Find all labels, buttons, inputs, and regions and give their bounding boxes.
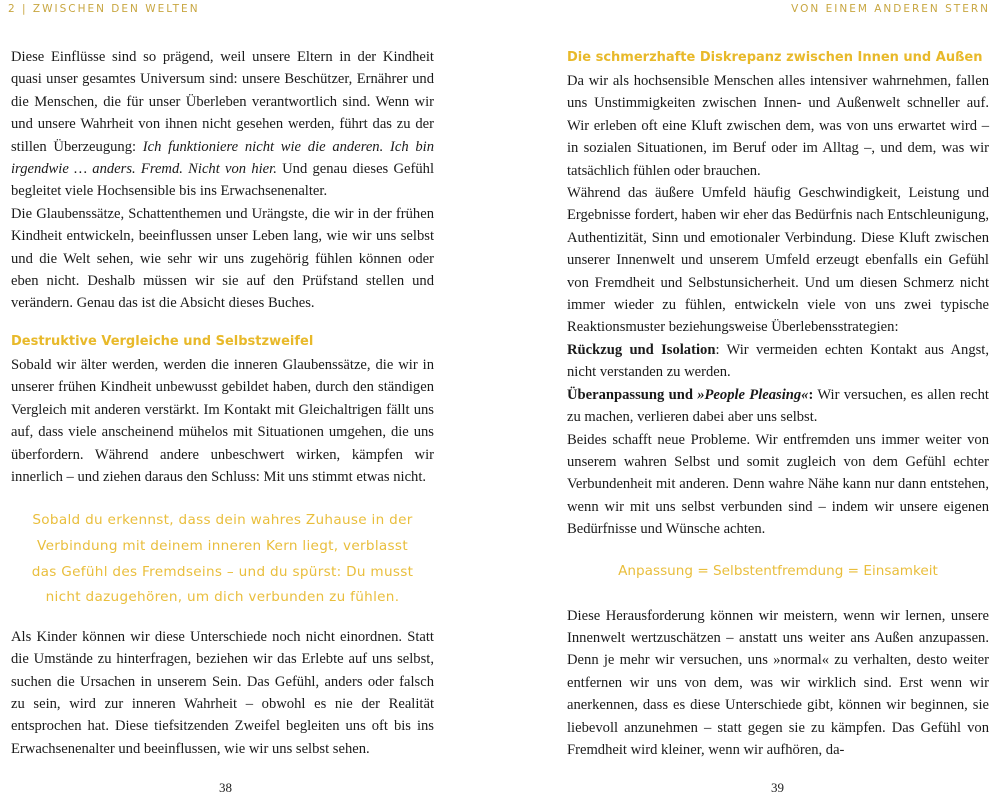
running-head-chapter-title: ZWISCHEN DEN WELTEN — [32, 3, 200, 15]
section-heading-right: Die schmerzhafte Diskrepanz zwischen Innen und Außen — [567, 50, 983, 65]
right-paragraph-2: Während das äußere Umfeld häufig Geschwindigkeit, Leistung und Ergebnisse fordert, haben wir eher das Bedürfnis nach Entschleunigung, Authentizität, Sinn und emotionaler Verbindung. Diese Kluft zwischen unserer Innenwelt und unserem Umfeld erzeugt ebenfalls ein Gefühl von Fremdheit und Selbstunsicherheit. Und um diesen Schmerz nicht immer wieder zu fühlen, entwickeln viele von uns zwei typische Reaktionsmuster beziehungsweise Überlebensstrategien: — [567, 185, 990, 336]
italic-quote: Ich funktioniere nicht wie die anderen. Ich bin irgendwie … anders. Fremd. Nicht von hier. — [11, 138, 434, 178]
running-head-chapter-number: 2 — [8, 3, 17, 15]
right-paragraph-3: Rückzug und Isolation: Wir vermeiden echten Kontakt aus Angst, nicht verstanden zu werden. — [567, 341, 989, 381]
right-paragraph-4: Überanpassung und »People Pleasing«: Wir versuchen, es allen recht zu machen, verlieren dabei aber uns selbst. — [567, 386, 989, 426]
left-paragraph-4: Als Kinder können wir diese Unterschiede noch nicht einordnen. Statt die Umstände zu hinterfragen, beziehen wir das Erlebte auf uns selbst, suchen die Ursachen in unserem Sein. Das Gefühl, anders oder falsch zu sein, wird zur inneren Wahrheit – obwohl es nie der Realität entsprochen hat. Diese tiefsitzenden Zweifel begleiten uns oft bis ins Erwachsenenalter und beeinflussen, wie wir uns selbst sehen. — [11, 628, 434, 757]
page-number-right: 39 — [771, 780, 784, 795]
right-paragraph-5: Beides schafft neue Probleme. Wir entfremden uns immer weiter von unserem wahren Selbst und somit zugleich von dem Gefühl echter Verbundenheit mit anderen. Denn wahre Nähe kann nur dann entstehen, wenn wir mit uns selbst verbunden sind – indem wir unsere eigenen Bedürfnisse und Wünsche achten. — [567, 431, 989, 538]
right-page — [500, 0, 1000, 800]
page-number-left: 38 — [219, 780, 232, 795]
right-text-column — [567, 46, 989, 761]
pull-quote: Sobald du erkennst, dass dein wahres Zuhause in der Verbindung mit deinem inneren Kern liegt, verblasst das Gefühl des Fremdseins – und du spürst: Du musst nicht dazugehören, um dich verbunden zu fühlen. — [31, 512, 414, 606]
formula-callout: Anpassung = Selbstentfremdung = Einsamkeit — [618, 562, 938, 579]
left-paragraph-2: Die Glaubenssätze, Schattenthemen und Urängste, die wir in der frühen Kindheit entwickeln, beeinflussen unser Leben lang, wie wir uns selbst und die Welt sehen, wie sehr wir uns zugehörig fühlen können oder eben nicht. Deshalb müssen wir sie auf den Prüfstand stellen und verändern. Genau das ist die Absicht dieses Buches. — [11, 205, 434, 312]
left-paragraph-3: Sobald wir älter werden, werden die inneren Glaubenssätze, die wir in unserer frühen Kindheit unbewusst gebildet haben, durch den ständigen Vergleich mit anderen verstärkt. Im Kontakt mit Gleichaltrigen fällt uns auf, dass viele anscheinend mühelos mit Situationen umgehen, die uns überfordern. Während andere unbeschwert wirken, kämpfen wir innerlich – und ziehen daraus den Schluss: Mit uns stimmt etwas nicht. — [11, 356, 434, 485]
section-heading-left: Destruktive Vergleiche und Selbstzweifel — [11, 333, 314, 349]
right-paragraph-1: Da wir als hochsensible Menschen alles intensiver wahrnehmen, fallen uns Unstimmigkeiten zwischen Innen- und Außenwelt schneller auf. Wir erleben oft eine Kluft zwischen dem, was von uns erwartet wird – in sozialen Situationen, im Beruf oder im Alltag –, und dem, was wir tatsächlich fühlen oder brauchen. — [567, 73, 989, 179]
left-paragraph-1: Diese Einflüsse sind so prägend, weil unsere Eltern in der Kindheit quasi unser gesamtes Universum sind: unsere Beschützer, Ernährer und die Menschen, die für unser Überleben verantwortlich sind. Wenn wir und unsere Wahrheit von ihnen nicht gesehen werden, führt das zu der stillen Überzeugung: Ich funktioniere nicht wie die anderen. Ich bin irgendwie … anders. Fremd. Nicht von hier. Und genau dieses Gefühl begleitet viele Hochsensible bis ins Erwachsenenalter. — [11, 49, 435, 200]
running-head-left — [8, 3, 200, 15]
running-head-right: VON EINEM ANDEREN STERN — [791, 3, 990, 15]
left-text-column — [11, 46, 434, 760]
running-head-separator: | — [22, 3, 28, 15]
right-paragraph-6: Diese Herausforderung können wir meistern, wenn wir lernen, unsere Innenwelt wertzuschätzen – anstatt uns weiter ans Außen anzupassen. Denn je mehr wir versuchen, uns »normal« zu verhalten, desto weiter entfernen wir uns von dem, was wir wirklich sind. Erst wenn wir anerkennen, dass es diese Unterschiede gibt, können wir beginnen, sie liebevoll anzunehmen – statt gegen sie zu kämpfen. Das Gefühl von Fremdheit wird kleiner, wenn wir aufhören, da- — [567, 607, 989, 758]
